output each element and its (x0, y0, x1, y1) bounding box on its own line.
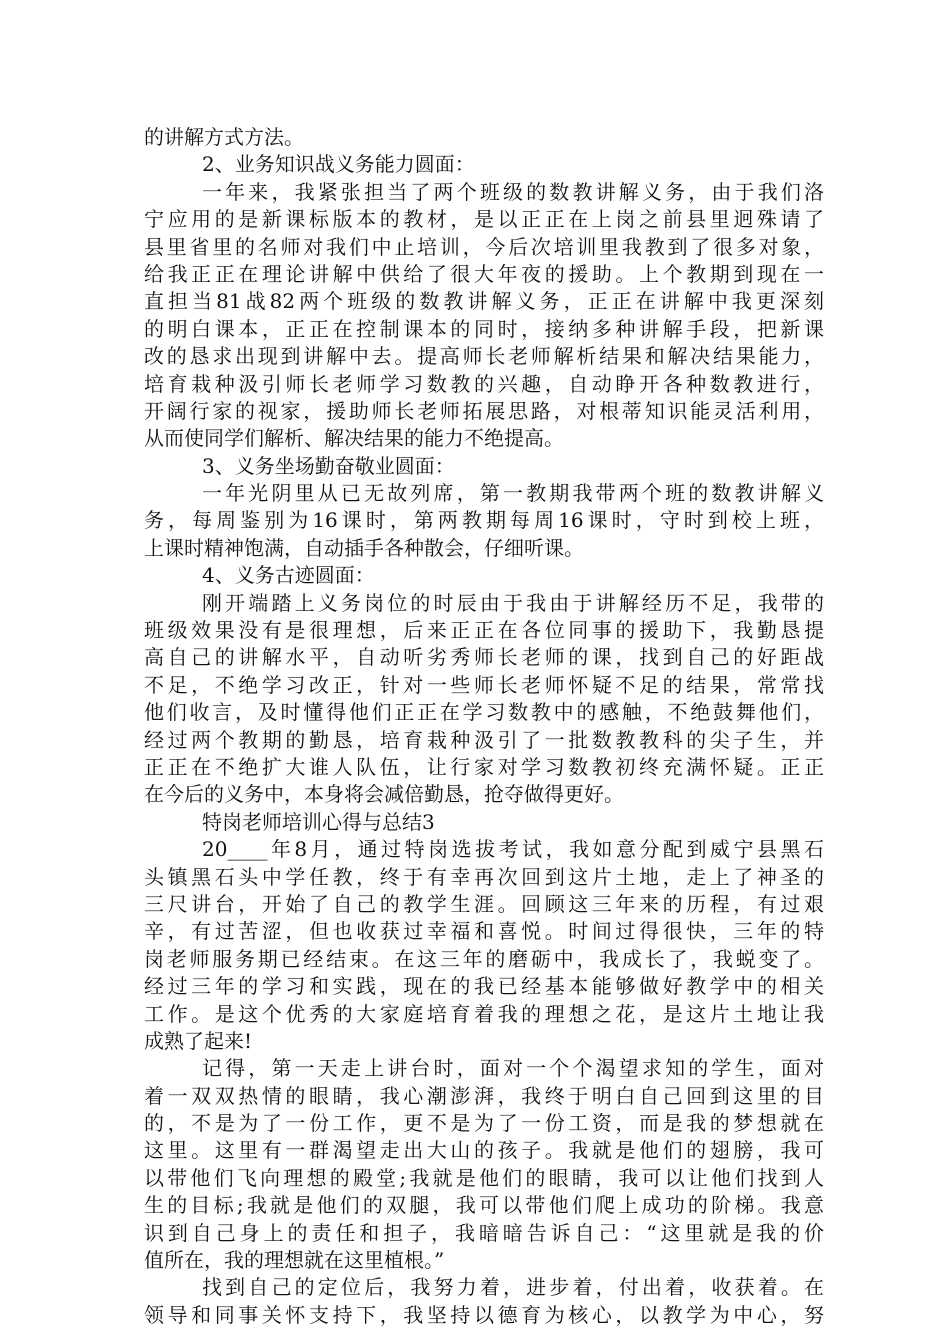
paragraph-line: 的讲解方式方法。 (144, 125, 304, 149)
document-body-text (144, 124, 824, 1329)
paragraph-first-line: 特岗老师培训心得与总结3 (202, 809, 435, 834)
paragraph-line: 直担当81战82两个班级的数教讲解义务，正正在讲解中我更深刻 (144, 289, 824, 314)
paragraph-first-line: 一年光阴里从已无故列席，第一教期我带两个班的数教讲解义 (202, 481, 824, 506)
paragraph-first-line: 记得，第一天走上讲台时，面对一个个渴望求知的学生，面对 (202, 1056, 824, 1081)
paragraph-first-line: 找到自己的定位后，我努力着，进步着，付出着，收获着。在 (202, 1275, 824, 1300)
paragraph-line: 正正在不绝扩大谁人队伍，让行家对学习数教初终充满怀疑。正正 (144, 754, 824, 779)
paragraph-line: 生的目标;我就是他们的双腿，我可以带他们爬上成功的阶梯。我意 (144, 1193, 824, 1218)
paragraph-line: 这里。这里有一群渴望走出大山的孩子。我就是他们的翅膀，我可 (144, 1138, 824, 1163)
paragraph-line: 不足，不绝学习改正，针对一些师长老师怀疑不足的结果，常常找 (144, 672, 824, 697)
paragraph-line: 领导和同事关怀支持下，我坚持以德育为核心，以教学为中心，努 (144, 1302, 824, 1327)
paragraph-line: 高自己的讲解水平，自动听劣秀师长老师的课，找到自己的好距战 (144, 645, 824, 670)
paragraph-line: 成熟了起来! (144, 1028, 253, 1053)
paragraph-line: 开阔行家的视家，援助师长老师拓展思路，对根蒂知识能灵活利用， (144, 398, 824, 423)
paragraph-line: 培育栽种汲引师长老师学习数教的兴趣，自动睁开各种数教进行， (144, 371, 824, 396)
paragraph-line: 从而使同学们解析、解决结果的能力不绝提高。 (144, 426, 564, 451)
paragraph-first-line: 一年来，我紧张担当了两个班级的数教讲解义务，由于我们洛 (202, 179, 824, 204)
paragraph-line: 的明白课本，正正在控制课本的同时，接纳多种讲解手段，把新课 (144, 316, 824, 341)
paragraph-line: 在今后的义务中，本身将会减倍勤恳，抢夺做得更好。 (144, 782, 624, 807)
paragraph-line: 的，不是为了一份工作，更不是为了一份工资，而是我的梦想就在 (144, 1111, 824, 1136)
paragraph-line: 上课时精神饱满，自动插手各种散会，仔细听课。 (144, 535, 584, 560)
paragraph-first-line: 刚开端踏上义务岗位的时辰由于我由于讲解经历不足，我带的 (202, 590, 824, 615)
paragraph-line: 识到自己身上的责任和担子，我暗暗告诉自己：“这里就是我的价 (144, 1220, 824, 1245)
paragraph-first-line: 2、业务知识战义务能力圆面： (202, 152, 475, 177)
paragraph-line: 改的恳求出现到讲解中去。提高师长老师解析结果和解决结果能力， (144, 344, 824, 369)
paragraph-line: 辛，有过苦涩，但也收获过幸福和喜悦。时间过得很快，三年的特 (144, 919, 824, 944)
paragraph-line: 工作。是这个优秀的大家庭培育着我的理想之花，是这片土地让我 (144, 1001, 824, 1026)
paragraph-first-line: 4、义务古迹圆面： (202, 563, 375, 588)
paragraph-line: 班级效果没有是很理想，后来正正在各位同事的援助下，我勤恳提 (144, 618, 824, 643)
paragraph-line: 值所在，我的理想就在这里植根。” (144, 1248, 445, 1273)
paragraph-line: 着一双双热情的眼睛，我心潮澎湃，我终于明白自己回到这里的目 (144, 1083, 824, 1108)
paragraph-line: 经过三年的学习和实践，现在的我已经基本能够做好教学中的相关 (144, 974, 824, 999)
paragraph-line: 务，每周鉴别为16课时，第两教期每周16课时，守时到校上班， (144, 508, 824, 533)
paragraph-line: 县里省里的名师对我们中止培训，今后次培训里我教到了很多对象， (144, 234, 824, 259)
paragraph-line: 给我正正在理论讲解中供给了很大年夜的援助。上个教期到现在一 (144, 261, 824, 286)
paragraph-line: 岗老师服务期已经结束。在这三年的磨砺中，我成长了，我蜕变了。 (144, 946, 824, 971)
paragraph-line: 经过两个教期的勤恳，培育栽种汲引了一批数教教科的尖子生，并 (144, 727, 824, 752)
paragraph-line: 头镇黑石头中学任教，终于有幸再次回到这片土地，走上了神圣的 (144, 864, 824, 889)
paragraph-line: 他们收言，及时懂得他们正正在学习数教中的感触，不绝鼓舞他们， (144, 700, 824, 725)
paragraph-first-line: 20____年8月，通过特岗选拔考试，我如意分配到威宁县黑石 (202, 837, 824, 862)
paragraph-line: 以带他们飞向理想的殿堂;我就是他们的眼睛，我可以让他们找到人 (144, 1165, 824, 1190)
paragraph-line: 三尺讲台，开始了自己的教学生涯。回顾这三年来的历程，有过艰 (144, 891, 824, 916)
paragraph-line: 宁应用的是新课标版本的教材，是以正正在上岗之前县里迥殊请了 (144, 207, 824, 232)
paragraph-first-line: 3、义务坐场勤奋敬业圆面： (202, 453, 455, 478)
